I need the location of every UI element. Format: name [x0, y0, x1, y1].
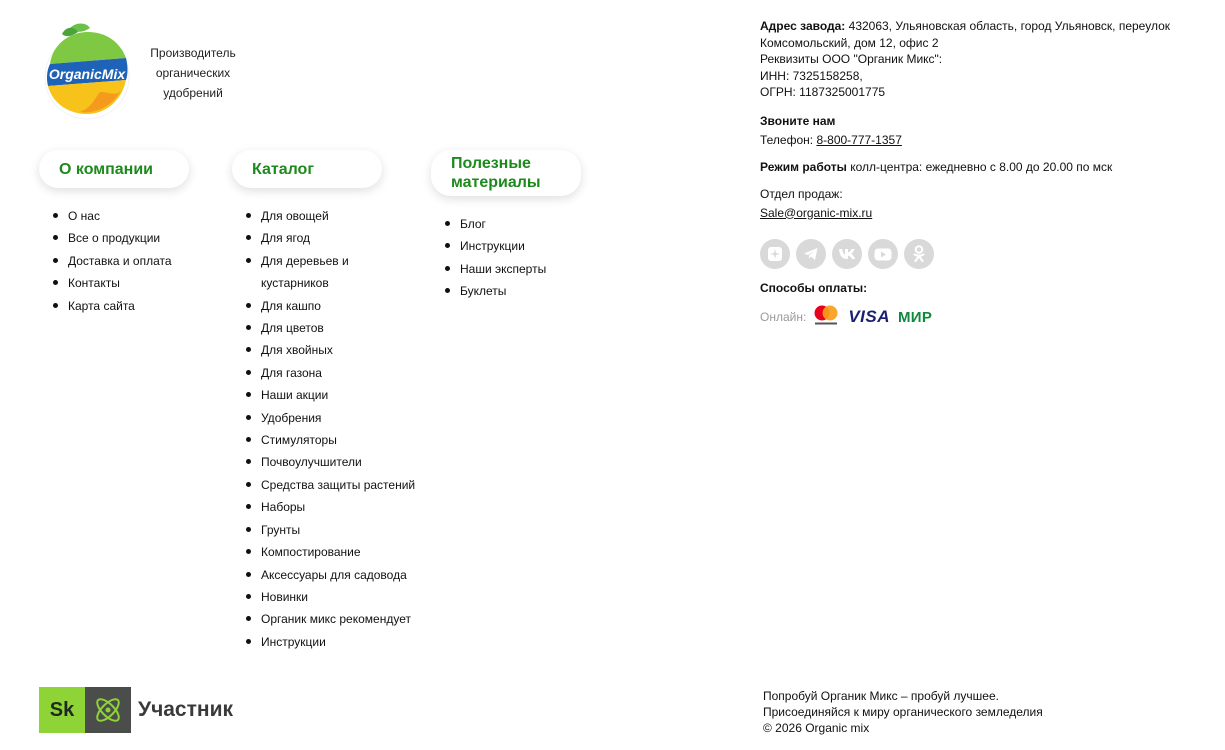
- catalog-link-plant-protection[interactable]: Средства защиты растений: [246, 474, 446, 496]
- mir-icon: МИР: [898, 308, 933, 326]
- payment-title: Способы оплаты:: [760, 281, 868, 295]
- catalog-link-instructions[interactable]: Инструкции: [246, 631, 446, 653]
- footer-join-text: Присоединяйся к миру органического земледелия: [763, 705, 1043, 719]
- mastercard-icon: [812, 304, 840, 331]
- catalog-link-sets[interactable]: Наборы: [246, 496, 446, 518]
- catalog-link-trees[interactable]: Для деревьев и кустарников: [246, 250, 361, 295]
- factory-address-block: [760, 18, 1180, 101]
- catalog-link-lawn[interactable]: Для газона: [246, 362, 446, 384]
- telegram-icon[interactable]: [796, 239, 826, 269]
- hours-text: колл-центра: ежедневно с 8.00 до 20.00 по мск: [850, 160, 1113, 174]
- catalog-link-new[interactable]: Новинки: [246, 586, 446, 608]
- skolkovo-label: Участник: [138, 698, 234, 721]
- ogrn-text: ОГРН: 1187325001775: [760, 85, 886, 99]
- inn-text: ИНН: 7325158258,: [760, 68, 863, 83]
- call-block: [760, 113, 1180, 148]
- visa-icon: VISA: [848, 307, 890, 326]
- catalog-link-promotions[interactable]: Наши акции: [246, 384, 446, 406]
- youtube-icon[interactable]: [868, 239, 898, 269]
- working-hours: [760, 159, 1180, 176]
- footer-heading-catalog[interactable]: Каталог: [232, 150, 382, 188]
- useful-menu: [445, 213, 595, 303]
- catalog-link-vegetables[interactable]: Для овощей: [246, 205, 446, 227]
- catalog-link-fertilizers[interactable]: Удобрения: [246, 407, 446, 429]
- menu-link-sitemap[interactable]: Карта сайта: [53, 295, 223, 317]
- brand-tagline: Производитель органических удобрений: [150, 46, 236, 100]
- menu-link-products[interactable]: Все о продукции: [53, 227, 223, 249]
- catalog-link-pots[interactable]: Для кашпо: [246, 295, 446, 317]
- useful-link-instructions[interactable]: Инструкции: [445, 235, 595, 257]
- hours-label: Режим работы: [760, 160, 847, 174]
- address-label: Адрес завода:: [760, 19, 846, 33]
- useful-link-booklets[interactable]: Буклеты: [445, 280, 595, 302]
- payment-online-label: Онлайн:: [760, 310, 807, 324]
- payment-methods: [760, 305, 932, 329]
- address-text: 432063, Ульяновская область, город Ульяновск, переулок Комсомольский, дом 12, офис 2: [760, 19, 1171, 50]
- useful-link-blog[interactable]: Блог: [445, 213, 595, 235]
- catalog-menu: [246, 205, 446, 653]
- useful-link-experts[interactable]: Наши эксперты: [445, 258, 595, 280]
- phone-label: Телефон:: [760, 132, 814, 147]
- skolkovo-badge[interactable]: [39, 687, 233, 733]
- catalog-link-berries[interactable]: Для ягод: [246, 227, 446, 249]
- social-links: [760, 239, 934, 269]
- footer-heading-company[interactable]: О компании: [39, 150, 189, 188]
- requisites-label: Реквизиты ООО "Органик Микс":: [760, 52, 943, 66]
- organic-mix-logo[interactable]: [40, 22, 135, 122]
- catalog-link-accessories[interactable]: Аксессуары для садовода: [246, 564, 446, 586]
- catalog-link-conifers[interactable]: Для хвойных: [246, 339, 446, 361]
- catalog-link-composting[interactable]: Компостирование: [246, 541, 446, 563]
- odnoklassniki-icon[interactable]: [904, 239, 934, 269]
- vk-icon[interactable]: [832, 239, 862, 269]
- menu-link-delivery[interactable]: Доставка и оплата: [53, 250, 223, 272]
- catalog-link-stimulators[interactable]: Стимуляторы: [246, 429, 446, 451]
- sales-email-link[interactable]: Sale@organic-mix.ru: [760, 205, 873, 220]
- copyright: © 2026 Organic mix: [763, 721, 870, 735]
- phone-link[interactable]: 8-800-777-1357: [816, 132, 902, 147]
- catalog-link-soils[interactable]: Грунты: [246, 519, 446, 541]
- sales-block: [760, 186, 1180, 221]
- logo-text: OrganicMix: [48, 66, 126, 82]
- catalog-link-soil-improvers[interactable]: Почвоулучшители: [246, 451, 446, 473]
- catalog-link-recommends[interactable]: Органик микс рекомендует: [246, 608, 446, 630]
- menu-link-about[interactable]: О нас: [53, 205, 223, 227]
- footer-slogan: Попробуй Органик Микс – пробуй лучшее.: [763, 689, 999, 703]
- company-menu: [53, 205, 223, 317]
- footer-bottom-text: [763, 688, 1043, 736]
- skolkovo-logo: Sk: [39, 687, 85, 733]
- atom-icon: [85, 687, 131, 733]
- catalog-link-flowers[interactable]: Для цветов: [246, 317, 446, 339]
- dzen-icon[interactable]: [760, 239, 790, 269]
- footer-heading-useful[interactable]: Полезные материалы: [431, 150, 581, 196]
- menu-link-contacts[interactable]: Контакты: [53, 272, 223, 294]
- call-title: Звоните нам: [760, 114, 836, 128]
- sales-label: Отдел продаж:: [760, 187, 843, 201]
